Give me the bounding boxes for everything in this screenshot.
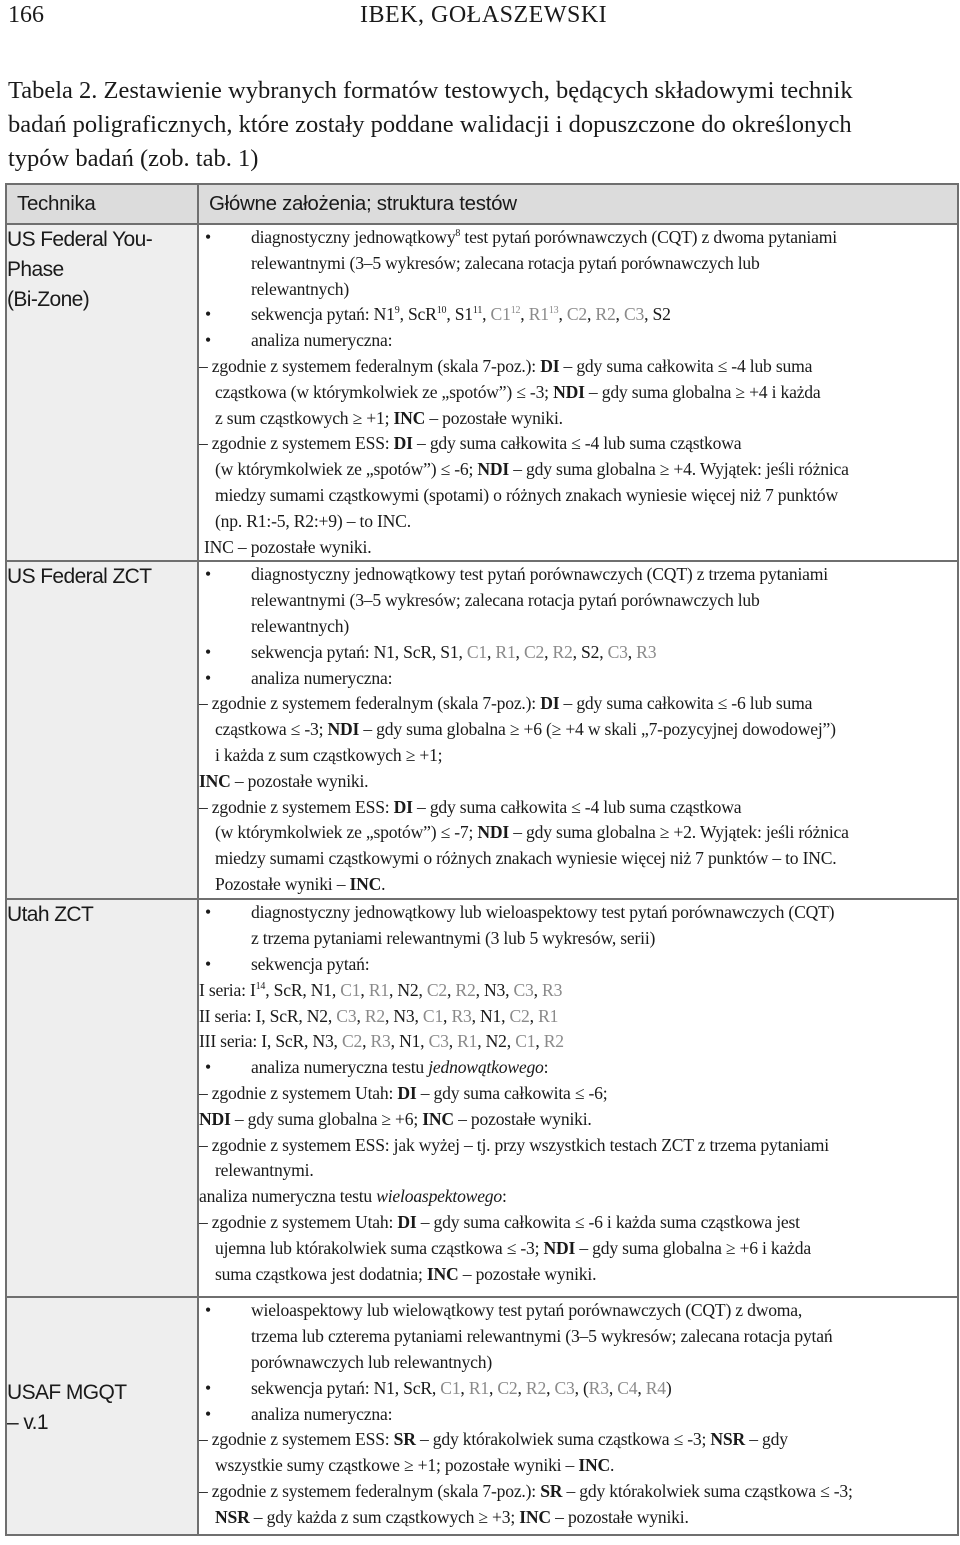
- list-item: • diagnostyczny jednowątkowy test pytań porównawczych (CQT) z trzema pytaniami: [199, 562, 957, 588]
- text-line: relewantnych): [251, 278, 350, 299]
- text-line: z sum cząstkowych ≥ +1; INC – pozostałe wyniki.: [215, 407, 563, 428]
- caption-line: badań poligraficznych, które zostały poddane walidacji i dopuszczone do określonych: [8, 111, 852, 138]
- text-line: ujemna lub którakolwiek suma cząstkowa ≤ -3; NDI – gdy suma globalna ≥ +6 i każda: [215, 1237, 811, 1258]
- list-item: • wieloaspektowy lub wielowątkowy test pytań porównawczych (CQT) z dwoma,: [199, 1298, 957, 1324]
- series-line: I seria: $I^{14}$, ScR, N1, C1, R1, N2, C2, R2, N3, C3, R3: [199, 979, 563, 1000]
- table-header-row: [6, 184, 958, 224]
- text-line: relewantnymi (3–5 wykresów; zalecana rotacja pytań porównawczych lub: [251, 252, 760, 273]
- running-header: [8, 2, 952, 32]
- text-line: trzema lub czterema pytaniami relewantnymi (3–5 wykresów; zalecana rotacja pytań: [251, 1326, 833, 1347]
- technique-line: USAF MGQT: [7, 1381, 127, 1405]
- table-row: [6, 899, 958, 1297]
- column-header-assumptions: Główne założenia; struktura testów: [198, 184, 958, 224]
- text-line: – zgodnie z systemem Utah: DI – gdy suma całkowita ≤ -6;: [199, 1082, 608, 1103]
- technique-line: Phase: [7, 258, 64, 281]
- technique-cell: [6, 561, 198, 899]
- technique-cell: [6, 899, 198, 1297]
- text-line: suma cząstkowa jest dodatnia; INC – pozostałe wyniki.: [215, 1263, 597, 1284]
- assumptions-cell: [198, 899, 958, 1297]
- list-item: • analiza numeryczna:: [199, 666, 957, 692]
- page-number: 166: [8, 2, 44, 28]
- table-row: [6, 224, 958, 561]
- text-line: miedzy sumami cząstkowymi (spotami) o różnych znakach wyniesie więcej niż 7 punktów: [215, 484, 838, 505]
- list-item: • sekwencja pytań:: [199, 952, 957, 978]
- caption-line: typów badań (zob. tab. 1): [8, 145, 259, 172]
- text-line: (w którymkolwiek ze „spotów”) ≤ -7; NDI – gdy suma globalna ≥ +2. Wyjątek: jeśli różnica: [215, 822, 849, 843]
- text-line: – zgodnie z systemem ESS: DI – gdy suma całkowita ≤ -4 lub suma cząstkowa: [199, 796, 742, 817]
- technique-line: (Bi-Zone): [7, 288, 90, 311]
- text-line: cząstkowa ≤ -3; NDI – gdy suma globalna ≥ +6 (≥ +4 w skali „7-pozycyjnej dowodowej”): [215, 719, 836, 740]
- text-line: – zgodnie z systemem ESS: SR – gdy którakolwiek suma cząstkowa ≤ -3; NSR – gdy: [199, 1429, 788, 1450]
- technique-line: US Federal You-: [7, 228, 153, 251]
- text-line: – zgodnie z systemem federalnym (skala 7-poz.): SR – gdy którakolwiek suma cząstkowa ≤ -3;: [199, 1480, 853, 1501]
- technique-line: US Federal ZCT: [7, 565, 152, 589]
- text-line: NSR – gdy każda z sum cząstkowych ≥ +3; INC – pozostałe wyniki.: [215, 1506, 689, 1527]
- list-item: • analiza numeryczna testu jednowątkowego:: [199, 1055, 957, 1081]
- caption-line: Tabela 2. Zestawienie wybranych formatów testowych, będących składowymi technik: [8, 77, 853, 104]
- text-line: cząstkowa (w którymkolwiek ze „spotów”) ≤ -3; NDI – gdy suma globalna ≥ +4 i każda: [215, 381, 821, 402]
- technique-cell: [6, 224, 198, 561]
- assumptions-cell: [198, 1297, 958, 1535]
- assumptions-cell: [198, 224, 958, 561]
- list-item: • analiza numeryczna:: [199, 328, 957, 354]
- text-line: (w którymkolwiek ze „spotów”) ≤ -6; NDI – gdy suma globalna ≥ +4. Wyjątek: jeśli różnica: [215, 459, 849, 480]
- text-line: NDI – gdy suma globalna ≥ +6; INC – pozostałe wyniki.: [199, 1108, 592, 1129]
- question-sequence: • sekwencja pytań: N1, ScR, C1, R1, C2, R2, C3, (R3, C4, R4): [199, 1376, 957, 1402]
- text-line: – zgodnie z systemem ESS: DI – gdy suma całkowita ≤ -4 lub suma cząstkowa: [199, 433, 742, 454]
- text-line: porównawczych lub relewantnych): [251, 1351, 492, 1372]
- technique-cell: [6, 1297, 198, 1535]
- list-item: • analiza numeryczna:: [199, 1402, 957, 1428]
- text-line: – zgodnie z systemem federalnym (skala 7-poz.): DI – gdy suma całkowita ≤ -6 lub suma: [199, 693, 813, 714]
- column-header-technique: Technika: [6, 184, 198, 224]
- text-line: wszystkie sumy cząstkowe ≥ +1; pozostałe wyniki – INC.: [215, 1455, 615, 1476]
- assumptions-cell: [198, 561, 958, 899]
- running-title: IBEK, GOŁASZEWSKI: [360, 2, 608, 28]
- series-line: III seria: I, ScR, N3, C2, R3, N1, C3, R1, N2, C1, R2: [199, 1031, 564, 1052]
- table-row: [6, 1297, 958, 1535]
- technique-line: – v.1: [7, 1411, 48, 1435]
- text-line: INC – pozostałe wyniki.: [199, 770, 369, 791]
- table-row: [6, 561, 958, 899]
- table-caption: [8, 74, 956, 176]
- text-line: – zgodnie z systemem federalnym (skala 7-poz.): DI – gdy suma całkowita ≤ -4 lub suma: [199, 355, 813, 376]
- text-line: miedzy sumami cząstkowymi o różnych znakach wyniesie więcej niż 7 punktów – to INC.: [215, 848, 837, 869]
- text-line: analiza numeryczna testu wieloaspektowego:: [199, 1186, 507, 1207]
- series-line: II seria: I, ScR, N2, C3, R2, N3, C1, R3, N1, C2, R1: [199, 1005, 559, 1026]
- text-line: relewantnymi (3–5 wykresów; zalecana rotacja pytań porównawczych lub: [251, 590, 760, 611]
- list-item: • diagnostyczny jednowątkowy$^8$ test pytań porównawczych (CQT) z dwoma pytaniami: [199, 225, 957, 251]
- question-sequence: • sekwencja pytań: $N1^9$, ScR$^{10}$, $S1^{11}$, $C1^{12}$, $R1^{13}$, C2, R2, C3, S2: [199, 302, 957, 328]
- question-sequence: • sekwencja pytań: N1, ScR, S1, C1, R1, C2, R2, S2, C3, R3: [199, 640, 957, 666]
- text-line: i każda z sum cząstkowych ≥ +1;: [215, 744, 443, 765]
- technique-line: Utah ZCT: [7, 903, 94, 927]
- text-line: Pozostałe wyniki – INC.: [215, 873, 386, 894]
- text-line: relewantnymi.: [215, 1160, 314, 1181]
- text-line: INC – pozostałe wyniki.: [204, 536, 372, 557]
- list-item: • diagnostyczny jednowątkowy lub wieloaspektowy test pytań porównawczych (CQT): [199, 900, 957, 926]
- text-line: relewantnych): [251, 615, 350, 636]
- text-line: – zgodnie z systemem Utah: DI – gdy suma całkowita ≤ -6 i każda suma cząstkowa jest: [199, 1211, 800, 1232]
- text-line: (np. R1:-5, R2:+9) – to INC.: [215, 510, 411, 531]
- text-line: – zgodnie z systemem ESS: jak wyżej – tj. przy wszystkich testach ZCT z trzema pytaniami: [199, 1134, 829, 1155]
- text-line: z trzema pytaniami relewantnymi (3 lub 5 wykresów, serii): [251, 928, 656, 949]
- techniques-table: [5, 183, 959, 1536]
